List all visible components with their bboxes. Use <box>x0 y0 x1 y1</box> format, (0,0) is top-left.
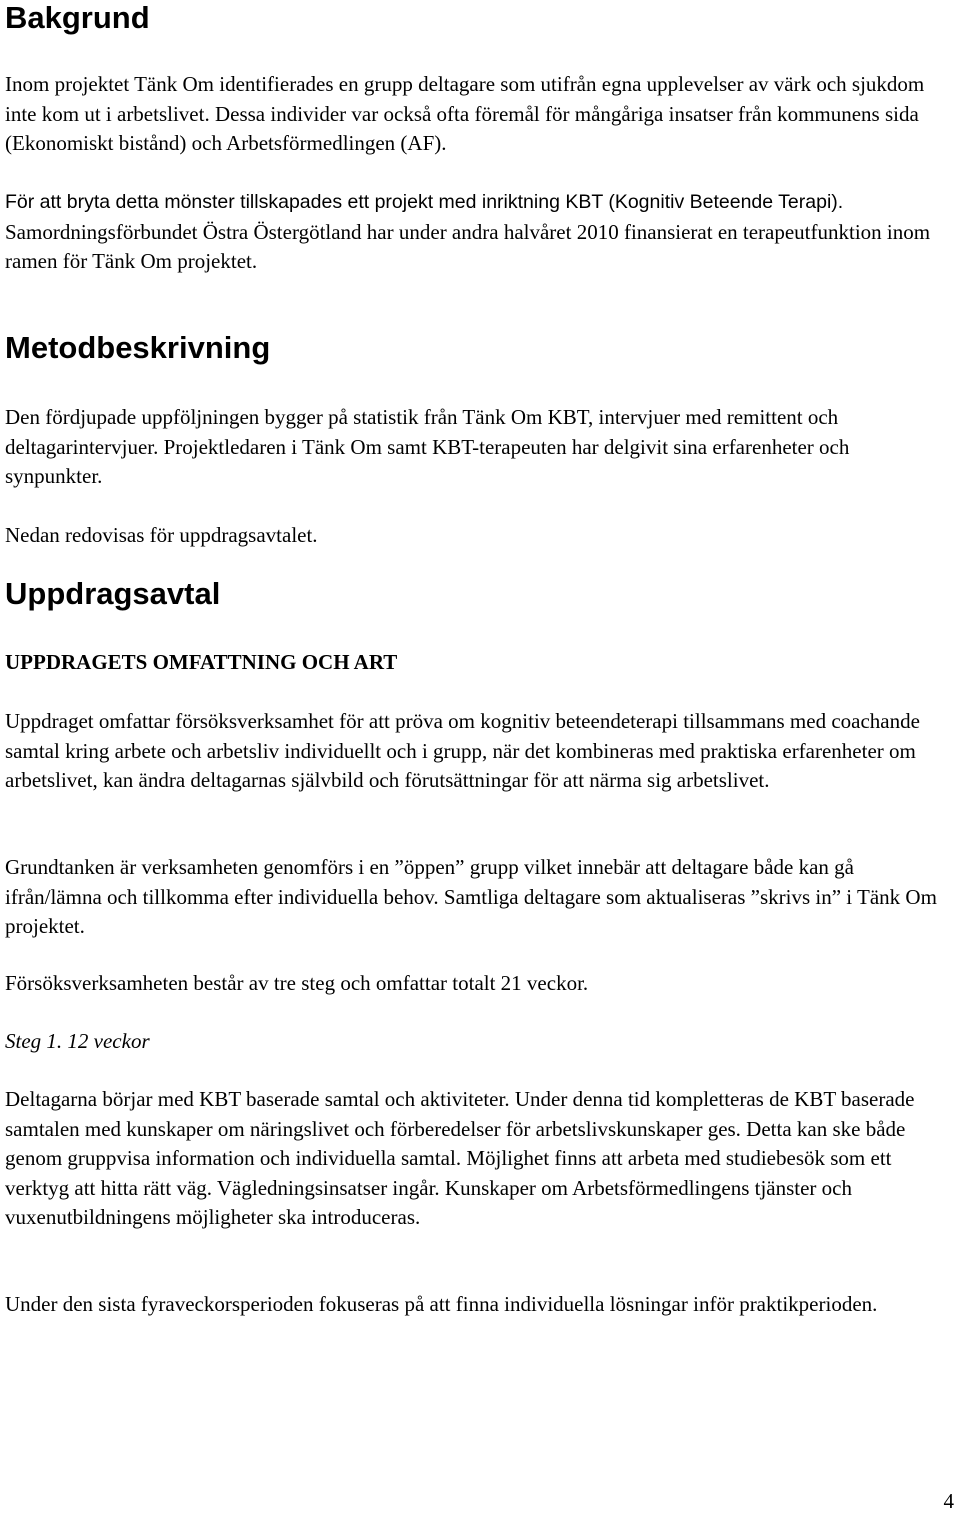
paragraph-uppdrag-5: Under den sista fyraveckorsperioden fokuseras på att finna individuella lösningar inför praktikperioden. <box>5 1292 878 1316</box>
paragraph-bakgrund-2-part-a: För att bryta detta mönster tillskapades ett projekt med inriktning KBT (Kognitiv Beteende Terapi). <box>5 191 844 213</box>
heading-uppdragsavtal: Uppdragsavtal <box>5 576 221 611</box>
paragraph-metod-1: Den fördjupade uppföljningen bygger på statistik från Tänk Om KBT, intervjuer med remittent och deltagarintervjuer. Projektledaren i Tänk Om samt KBT-terapeuten har delgivit sina erfarenheter och synpunkter. <box>5 405 850 488</box>
paragraph-metod-2: Nedan redovisas för uppdragsavtalet. <box>5 523 318 547</box>
page-number: 4 <box>943 1489 954 1513</box>
paragraph-bakgrund-2 <box>5 187 950 277</box>
paragraph-uppdrag-4: Deltagarna börjar med KBT baserade samtal och aktiviteter. Under denna tid kompletteras de KBT baserade samtalen med kunskaper om näringslivet och förberedelser för arbetslivskunskaper ges. Detta kan ske både genom gruppvisa information och individuella samtal. Möjlighet finns att arbeta med studiebesök som ett verktyg att hitta rätt väg. Vägledningsinsatser ingår. Kunskaper om Arbetsförmedlingens tjänster och vuxenutbildningens möjligheter ska introduceras. <box>5 1087 915 1229</box>
heading-metodbeskrivning: Metodbeskrivning <box>5 330 271 365</box>
subheading-uppdragets-omfattning: UPPDRAGETS OMFATTNING OCH ART <box>5 650 398 674</box>
paragraph-uppdrag-3: Försöksverksamheten består av tre steg och omfattar totalt 21 veckor. <box>5 971 589 995</box>
paragraph-bakgrund-2-part-b: Samordningsförbundet Östra Östergötland har under andra halvåret 2010 finansierat en terapeutfunktion inom ramen för Tänk Om projektet. <box>5 219 931 273</box>
paragraph-uppdrag-1: Uppdraget omfattar försöksverksamhet för att pröva om kognitiv beteendeterapi tillsammans med coachande samtal kring arbete och arbetsliv individuellt och i grupp, när det kombineras med praktiska erfarenheter om arbetslivet, kan ändra deltagarnas självbild och förutsättningar för att närma sig arbetslivet. <box>5 709 920 792</box>
paragraph-bakgrund-1: Inom projektet Tänk Om identifierades en grupp deltagare som utifrån egna upplevelser av värk och sjukdom inte kom ut i arbetslivet. Dessa individer var också ofta föremål för mångåriga insatser från kommunens sida (Ekonomiskt bistånd) och Arbetsförmedlingen (AF). <box>5 72 925 155</box>
paragraph-uppdrag-2: Grundtanken är verksamheten genomförs i en ”öppen” grupp vilket innebär att deltagare både kan gå ifrån/lämna och tillkomma efter individuella behov. Samtliga deltagare som aktualiseras ”skrivs in” i Tänk Om projektet. <box>5 855 937 938</box>
heading-bakgrund: Bakgrund <box>5 0 150 35</box>
step-heading: Steg 1. 12 veckor <box>5 1029 150 1053</box>
